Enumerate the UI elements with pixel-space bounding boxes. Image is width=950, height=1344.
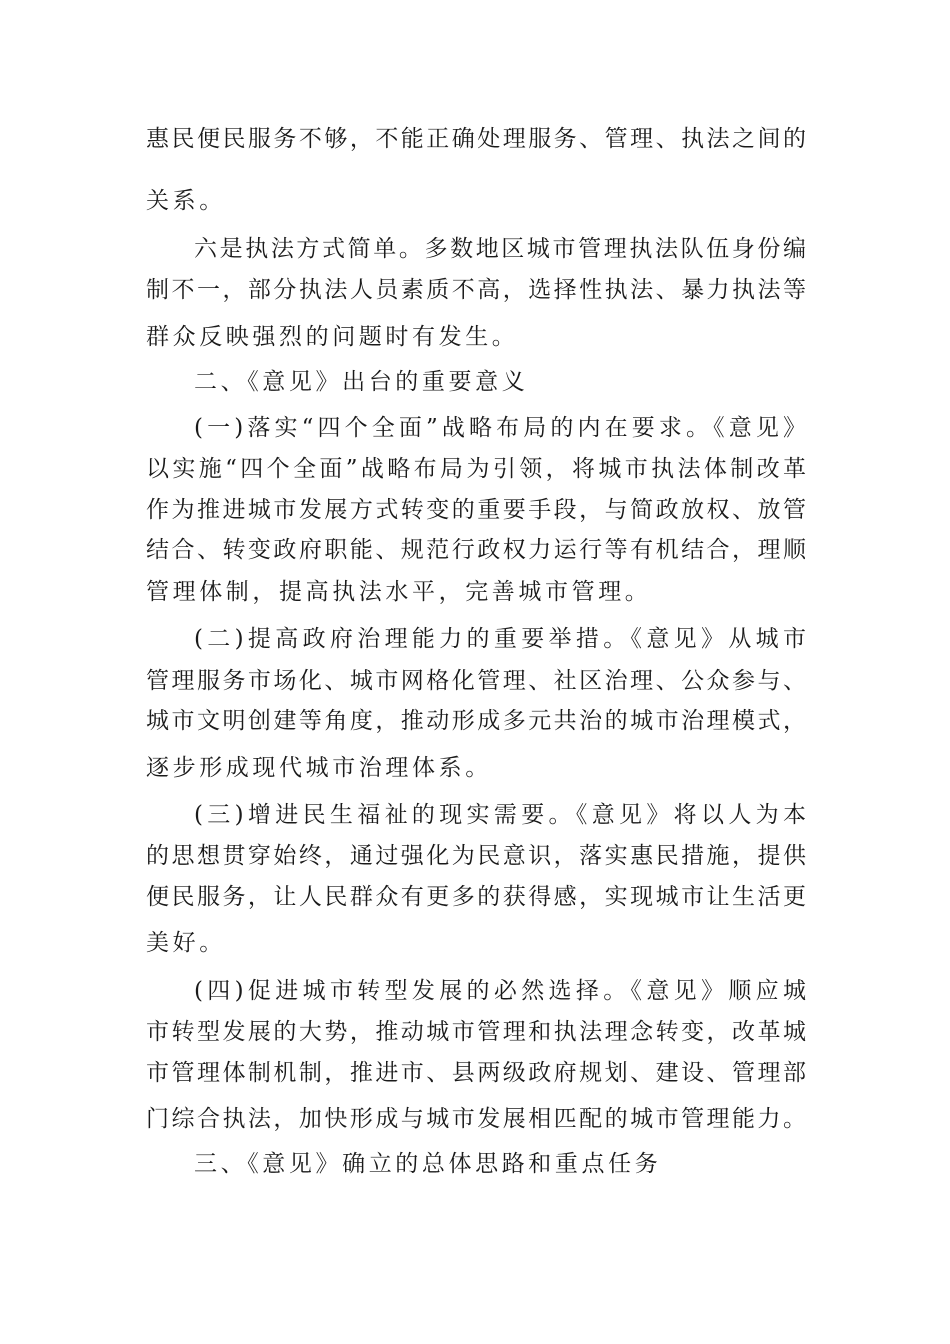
item-three-line-1: (三)增进民生福祉的现实需要。《意见》将以人为本 [194, 802, 806, 828]
paragraph-six-line-1: 六是执法方式简单。多数地区城市管理执法队伍身份编 [194, 236, 806, 262]
section-heading-three: 三、《意见》确立的总体思路和重点任务 [194, 1151, 662, 1177]
item-one-line-2: 以实施“四个全面”战略布局为引领，将城市执法体制改革 [146, 456, 806, 482]
item-four-line-2: 市转型发展的大势，推动城市管理和执法理念转变，改革城 [146, 1019, 806, 1045]
text-line-1: 惠民便民服务不够，不能正确处理服务、管理、执法之间的 [146, 126, 806, 152]
paragraph-six-line-3: 群众反映强烈的问题时有发生。 [146, 324, 519, 350]
item-three-line-2: 的思想贯穿始终，通过强化为民意识，落实惠民措施，提供 [146, 843, 806, 869]
section-heading-two: 二、《意见》出台的重要意义 [194, 369, 529, 395]
item-two-line-2: 管理服务市场化、城市网格化管理、社区治理、公众参与、 [146, 668, 806, 694]
text-line-2: 关系。 [146, 188, 226, 214]
item-one-line-4: 结合、转变政府职能、规范行政权力运行等有机结合，理顺 [146, 537, 806, 563]
item-four-line-4: 门综合执法，加快形成与城市发展相匹配的城市管理能力。 [146, 1106, 806, 1132]
paragraph-six-line-2: 制不一，部分执法人员素质不高，选择性执法、暴力执法等 [146, 277, 806, 303]
item-two-line-4: 逐步形成现代城市治理体系。 [146, 755, 492, 781]
item-one-line-1: (一)落实“四个全面”战略布局的内在要求。《意见》 [194, 415, 806, 441]
item-two-line-3: 城市文明创建等角度，推动形成多元共治的城市治理模式， [146, 708, 806, 734]
item-one-line-5: 管理体制，提高执法水平，完善城市管理。 [146, 579, 652, 605]
item-two-line-1: (二)提高政府治理能力的重要举措。《意见》从城市 [194, 626, 806, 652]
item-one-line-3: 作为推进城市发展方式转变的重要手段，与简政放权、放管 [146, 497, 806, 523]
item-four-line-1: (四)促进城市转型发展的必然选择。《意见》顺应城 [194, 978, 806, 1004]
item-three-line-3: 便民服务，让人民群众有更多的获得感，实现城市让生活更 [146, 884, 806, 910]
item-three-line-4: 美好。 [146, 930, 226, 956]
item-four-line-3: 市管理体制机制，推进市、县两级政府规划、建设、管理部 [146, 1060, 806, 1086]
